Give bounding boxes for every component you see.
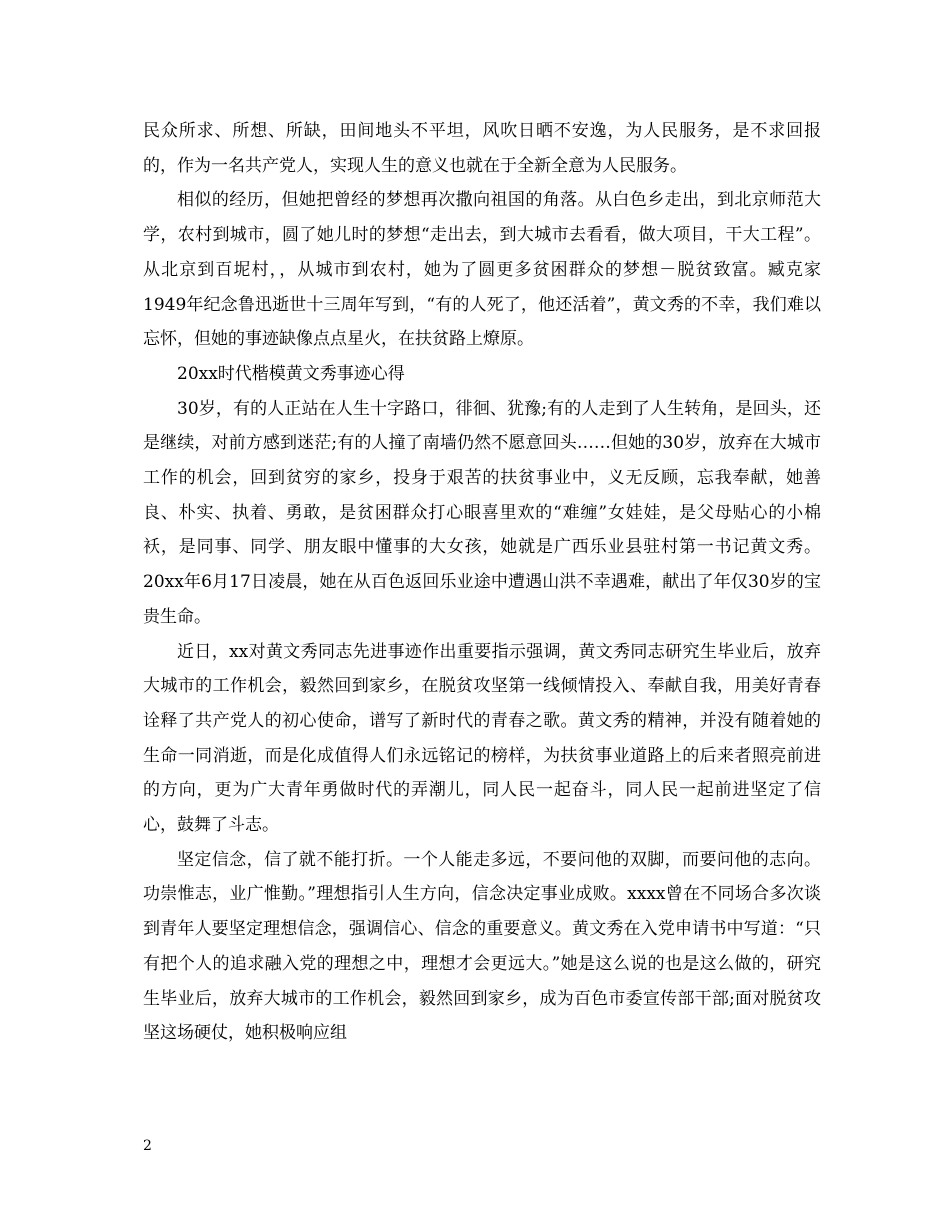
page-number: 2 [143, 1138, 152, 1154]
paragraph: 30岁，有的人正站在人生十字路口，徘徊、犹豫;有的人走到了人生转角，是回头，还是继续，对前方感到迷茫;有的人撞了南墙仍然不愿意回头……但她的30岁，放弃在大城市工作的机会，回到贫穷的家乡，投身于艰苦的扶贫事业中，义无反顾，忘我奉献，她善良、朴实、执着、勇敢，是贫困群众打心眼喜里欢的“难缠”女娃娃，是父母贴心的小棉袄，是同事、同学、朋友眼中懂事的大女孩，她就是广西乐业县驻村第一书记黄文秀。20xx年6月17日凌晨，她在从百色返回乐业途中遭遇山洪不幸遇难，献出了年仅30岁的宝贵生命。 [143, 398, 821, 627]
body-text [143, 114, 821, 1051]
paragraph: 坚定信念，信了就不能打折。一个人能走多远，不要问他的双脚，而要问他的志向。功崇惟志，业广惟勤。”理想指引人生方向，信念决定事业成败。xxxx曾在不同场合多次谈到青年人要坚定理想信念，强调信心、信念的重要意义。黄文秀在入党申请书中写道：“只有把个人的追求融入党的理想之中，理想才会更远大。”她是这么说的也是这么做的，研究生毕业后，放弃大城市的工作机会，毅然回到家乡，成为百色市委宣传部干部;面对脱贫攻坚这场硬仗，她积极响应组 [143, 849, 821, 1044]
paragraph: 近日，xx对黄文秀同志先进事迹作出重要指示强调，黄文秀同志研究生毕业后，放弃大城市的工作机会，毅然回到家乡，在脱贫攻坚第一线倾情投入、奉献自我，用美好青春诠释了共产党人的初心使命，谱写了新时代的青春之歌。黄文秀的精神，并没有随着她的生命一同消逝，而是化成值得人们永远铭记的榜样，为扶贫事业道路上的后来者照亮前进的方向，更为广大青年勇做时代的弄潮儿，同人民一起奋斗，同人民一起前进坚定了信心，鼓舞了斗志。 [143, 641, 821, 836]
paragraph: 相似的经历，但她把曾经的梦想再次撒向祖国的角落。从白色乡走出，到北京师范大学，农村到城市，圆了她儿时的梦想“走出去，到大城市去看看，做大项目，干大工程”。从北京到百坭村，，从城市到农村，她为了圆更多贫困群众的梦想－脱贫致富。臧克家1949年纪念鲁迅逝世十三周年写到，“有的人死了，他还活着”，黄文秀的不幸，我们难以忘怀，但她的事迹缺像点点星火，在扶贫路上燎原。 [143, 190, 821, 350]
section-heading: 20xx时代楷模黄文秀事迹心得 [177, 363, 405, 384]
paragraph-continuation: 民众所求、所想、所缺，田间地头不平坦，风吹日晒不安逸，为人民服务，是不求回报的，作为一名共产党人，实现人生的意义也就在于全新全意为人民服务。 [143, 121, 821, 176]
